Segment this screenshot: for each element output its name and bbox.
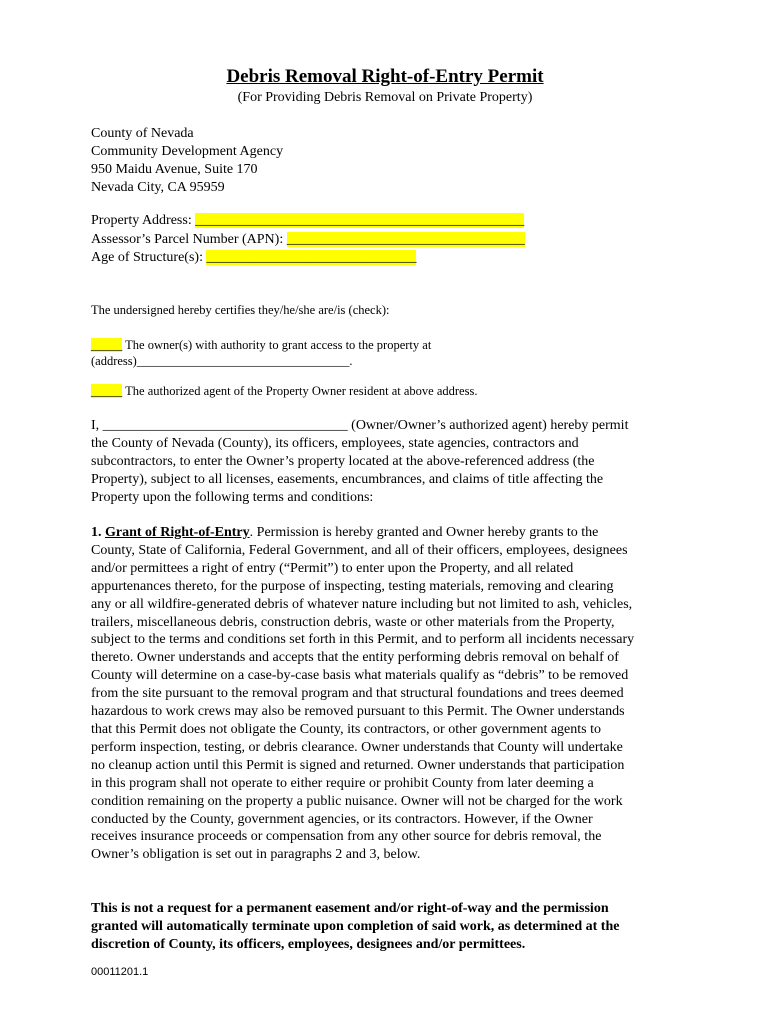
agency-address	[91, 125, 283, 197]
apn-label: Assessor’s Parcel Number (APN):	[91, 231, 287, 247]
structure-age-row	[91, 249, 525, 268]
permit-paragraph	[91, 417, 691, 507]
document-number: 00011201.1	[91, 966, 149, 978]
paragraph-line: subcontractors, to enter the Owner’s property located at the above-referenced address (the	[91, 453, 595, 469]
agent-checkbox-blank[interactable]: _____	[91, 384, 123, 398]
paragraph-line: appurtenances thereto, for the purpose of inspecting, testing materials, removing and clearing	[91, 578, 614, 594]
paragraph-line: any or all wildfire-generated debris of whatever nature including but not limited to ash, vehicles,	[91, 596, 633, 612]
paragraph-line: perform inspection, testing, or debris clearance. Owner understands that County will undertake	[91, 739, 623, 755]
paragraph-line: that this Permit does not obligate the County, its contractors, or other government agents to	[91, 721, 601, 737]
agency-line: 950 Maidu Avenue, Suite 170	[91, 162, 258, 177]
property-address-row	[91, 212, 525, 231]
agency-line: Nevada City, CA 95959	[91, 180, 225, 195]
paragraph-line: the County of Nevada (County), its officers, employees, state agencies, contractors and	[91, 435, 579, 451]
grant-section	[91, 524, 691, 864]
paragraph-line: Property upon the following terms and conditions:	[91, 489, 374, 505]
paragraph-line: condition remaining on the property a public nuisance. Owner will not be charged for the work	[91, 793, 623, 809]
owner-option	[91, 337, 431, 369]
paragraph-line: thereto. Owner understands and accepts that the entity performing debris removal on behalf of	[91, 650, 619, 666]
termination-notice	[91, 900, 691, 954]
notice-line: This is not a request for a permanent easement and/or right-of-way and the permission	[91, 901, 609, 916]
paragraph-line: receives insurance proceeds or compensation from any other source for debris removal, the	[91, 829, 602, 845]
agent-option-text: The authorized agent of the Property Owner resident at above address.	[122, 384, 478, 398]
paragraph-line: County will determine on a case-by-case basis what materials qualify as “debris” to be removed	[91, 668, 629, 684]
paragraph-line: I, ___________________________________ (Owner/Owner’s authorized agent) hereby permit	[91, 418, 629, 433]
paragraph-line: and/or permittees a right of entry (“Permit”) to enter upon the Property, and all related	[91, 560, 574, 576]
agent-option	[91, 384, 477, 399]
property-address-field[interactable]: _______________________________________________	[195, 213, 525, 228]
paragraph-line: from the site pursuant to the removal program and that structural foundations and trees deemed	[91, 686, 624, 702]
paragraph-line: Owner’s obligation is set out in paragraphs 2 and 3, below.	[91, 847, 421, 863]
document-title: Debris Removal Right-of-Entry Permit	[226, 66, 544, 87]
owner-checkbox-blank[interactable]: _____	[91, 338, 123, 352]
paragraph-line: subject to the terms and conditions set forth in this Permit, and to perform all incidents necessary	[91, 632, 635, 648]
apn-row	[91, 231, 525, 250]
certify-intro: The undersigned hereby certifies they/he/she are/is (check):	[91, 303, 390, 317]
grant-first-line-text: . Permission is hereby granted and Owner hereby grants to the	[249, 525, 599, 540]
property-address-label: Property Address:	[91, 213, 196, 228]
section-heading: Grant of Right-of-Entry	[105, 525, 250, 540]
structure-age-field[interactable]: ______________________________	[206, 250, 417, 265]
agency-line: Community Development Agency	[91, 144, 284, 159]
section-number: 1.	[91, 525, 105, 540]
paragraph-line: Property), subject to all licenses, easements, encumbrances, and claims of title affecting the	[91, 471, 604, 487]
structure-age-label: Age of Structure(s):	[91, 250, 207, 265]
agency-line: County of Nevada	[91, 126, 194, 141]
grant-first-line	[91, 524, 691, 542]
apn-field[interactable]: __________________________________	[286, 231, 525, 247]
notice-line: granted will automatically terminate upon completion of said work, as determined at the	[91, 918, 620, 934]
paragraph-line: hazardous to work crews may also be removed pursuant to this Permit. The Owner understands	[91, 704, 625, 720]
paragraph-line: no cleanup action until this Permit is signed and returned. Owner understands that participation	[91, 757, 625, 773]
paragraph-line: County, State of California, Federal Government, and all of their officers, employees, designees	[91, 542, 628, 558]
paragraph-line: in this program shall not operate to either require or prohibit County from later deeming a	[91, 775, 594, 791]
property-fields	[91, 212, 525, 268]
paragraph-line: conducted by the County, government agencies, or its contractors. However, if the Owner	[91, 811, 593, 827]
paragraph-line: trailers, miscellaneous debris, construction debris, waste or other materials from the Property,	[91, 614, 615, 630]
notice-line: discretion of County, its officers, employees, designees and/or permittees.	[91, 936, 526, 952]
owner-address-field[interactable]: (address)__________________________________.	[91, 354, 353, 368]
owner-option-text: The owner(s) with authority to grant access to the property at	[122, 338, 432, 352]
document-subtitle: (For Providing Debris Removal on Private Property)	[237, 90, 533, 105]
